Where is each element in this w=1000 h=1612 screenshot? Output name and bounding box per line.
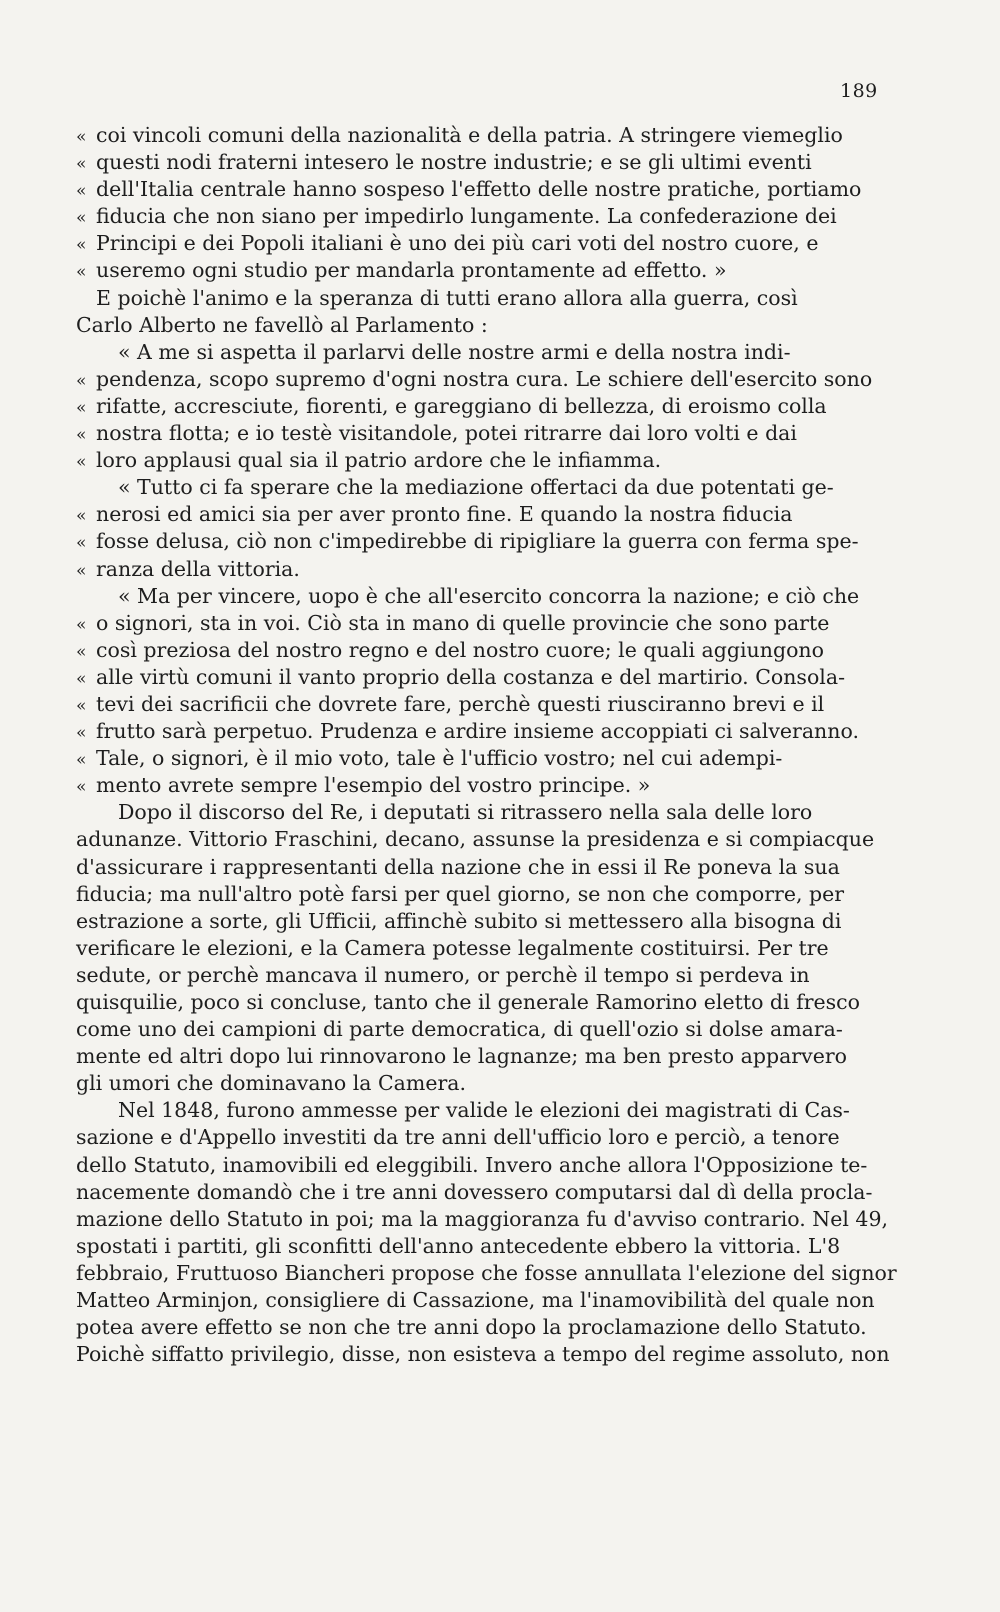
quote-mark: « <box>76 641 87 662</box>
line-text: Matteo Arminjon, consigliere di Cassazione, ma l'inamovibilità del quale non <box>76 1288 875 1313</box>
quote-mark: « <box>76 506 87 527</box>
line-text: d'assicurare i rappresentanti della nazione che in essi il Re poneva la sua <box>76 854 840 879</box>
line-text: tevi dei sacrificii che dovrete fare, perchè questi riusciranno brevi e il <box>96 691 825 716</box>
line-text: o signori, sta in voi. Ciò sta in mano di quelle provincie che sono parte <box>96 610 830 635</box>
line-text: sazione e d'Appello investiti da tre anni dell'ufficio loro e perciò, a tenore <box>76 1125 840 1150</box>
line-text: pendenza, scopo supremo d'ogni nostra cura. Le schiere dell'esercito sono <box>96 366 873 391</box>
quote-mark: « <box>76 370 87 391</box>
quote-mark: « <box>76 750 87 771</box>
text-line <box>76 366 897 393</box>
quote-mark: « <box>76 235 87 256</box>
text-line <box>76 528 897 555</box>
text-line <box>76 501 897 528</box>
text-line <box>76 474 897 501</box>
text-line <box>76 1341 897 1368</box>
text-line <box>76 1043 897 1070</box>
line-text: fiducia che non siano per impedirlo lungamente. La confederazione dei <box>96 204 837 229</box>
line-text: sedute, or perchè mancava il numero, or perchè il tempo si perdeva in <box>76 962 810 987</box>
text-line <box>76 610 897 637</box>
text-line <box>76 1206 897 1233</box>
text-line <box>76 176 897 203</box>
line-text: fosse delusa, ciò non c'impedirebbe di ripigliare la guerra con ferma spe- <box>96 529 859 554</box>
text-line <box>76 257 897 284</box>
line-text: potea avere effetto se non che tre anni dopo la proclamazione dello Statuto. <box>76 1315 867 1340</box>
line-text: Tale, o signori, è il mio voto, tale è l'ufficio vostro; nel cui adempi- <box>96 746 783 771</box>
line-text: mente ed altri dopo lui rinnovarono le lagnanze; ma ben presto apparvero <box>76 1044 847 1069</box>
text-line <box>76 230 897 257</box>
text-line <box>76 203 897 230</box>
quote-mark: « <box>76 452 87 473</box>
quote-mark: « <box>76 262 87 283</box>
text-line <box>76 799 897 826</box>
quote-mark: « <box>76 777 87 798</box>
line-text: coi vincoli comuni della nazionalità e della patria. A stringere viemeglio <box>96 123 843 147</box>
line-text: Principi e dei Popoli italiani è uno dei più cari voti del nostro cuore, e <box>96 231 819 256</box>
quote-mark: « <box>76 208 87 229</box>
text-line <box>76 854 897 881</box>
text-line <box>76 908 897 935</box>
line-text: « Tutto ci fa sperare che la mediazione offertaci da due potentati ge- <box>118 475 834 500</box>
quote-mark: « <box>76 154 87 175</box>
line-text: nostra flotta; e io testè visitandole, potei ritrarre dai loro volti e dai <box>96 421 797 446</box>
line-text: mento avrete sempre l'esempio del vostro principe. » <box>96 773 651 798</box>
line-text: adunanze. Vittorio Fraschini, decano, assunse la presidenza e si compiacque <box>76 827 875 852</box>
text-line <box>76 1287 897 1314</box>
line-text: Dopo il discorso del Re, i deputati si ritrassero nella sala delle loro <box>118 800 813 825</box>
line-text: ranza della vittoria. <box>96 556 300 581</box>
text-line <box>76 989 897 1016</box>
text-line <box>76 1124 897 1151</box>
quote-mark: « <box>76 668 87 689</box>
line-text: nerosi ed amici sia per aver pronto fine. E quando la nostra fiducia <box>96 502 793 527</box>
text-line <box>76 664 897 691</box>
text-line <box>76 1152 897 1179</box>
line-text: dello Statuto, inamovibili ed eleggibili. Invero anche allora l'Opposizione te- <box>76 1152 868 1177</box>
line-text: rifatte, accresciute, fiorenti, e gareggiano di bellezza, di eroismo colla <box>96 393 827 418</box>
line-text: come uno dei campioni di parte democratica, di quell'ozio si dolse amara- <box>76 1017 843 1042</box>
line-text: loro applausi qual sia il patrio ardore che le infiamma. <box>96 448 662 473</box>
quote-mark: « <box>76 695 87 716</box>
text-line <box>76 1233 897 1260</box>
text-line <box>76 556 897 583</box>
text-line <box>76 447 897 474</box>
text-line <box>76 935 897 962</box>
text-line <box>76 1179 897 1206</box>
quote-mark: « <box>76 614 87 635</box>
text-line <box>76 420 897 447</box>
quote-mark: « <box>76 533 87 554</box>
line-text: Nel 1848, furono ammesse per valide le elezioni dei magistrati di Cas- <box>118 1098 850 1123</box>
line-text: alle virtù comuni il vanto proprio della costanza e del martirio. Consola- <box>96 664 846 689</box>
text-line <box>76 1070 897 1097</box>
line-text: quisquilie, poco si concluse, tanto che il generale Ramorino eletto di fresco <box>76 990 860 1014</box>
line-text: estrazione a sorte, gli Ufficii, affinchè subito si mettessero alla bisogna di <box>76 908 842 933</box>
text-line <box>76 1260 897 1287</box>
text-line <box>76 772 897 799</box>
quote-mark: « <box>76 181 87 202</box>
text-line <box>76 745 897 772</box>
text-line <box>76 1016 897 1043</box>
line-text: useremo ogni studio per mandarla prontamente ad effetto. » <box>96 258 727 283</box>
line-text: così preziosa del nostro regno e del nostro cuore; le quali aggiungono <box>96 637 824 662</box>
quote-mark: « <box>76 723 87 744</box>
text-line <box>76 393 897 420</box>
line-text: questi nodi fraterni intesero le nostre industrie; e se gli ultimi eventi <box>96 150 812 175</box>
quote-mark: « <box>76 425 87 446</box>
text-line <box>76 122 897 149</box>
line-text: gli umori che dominavano la Camera. <box>76 1071 467 1096</box>
line-text: fiducia; ma null'altro potè farsi per quel giorno, se non che comporre, per <box>76 881 845 906</box>
text-line <box>76 1314 897 1341</box>
text-line <box>76 312 897 339</box>
text-line <box>76 637 897 664</box>
text-line <box>76 285 897 312</box>
line-text: « A me si aspetta il parlarvi delle nostre armi e della nostra indi- <box>118 339 791 364</box>
text-line <box>76 881 897 908</box>
line-text: verificare le elezioni, e la Camera potesse legalmente costituirsi. Per tre <box>76 935 829 960</box>
body-text <box>76 122 897 1368</box>
line-text: febbraio, Fruttuoso Biancheri propose che fosse annullata l'elezione del signor <box>76 1260 897 1285</box>
line-text: nacemente domandò che i tre anni dovessero computarsi dal dì della procla- <box>76 1179 873 1204</box>
text-line <box>76 1097 897 1124</box>
quote-mark: « <box>76 127 87 147</box>
line-text: Carlo Alberto ne favellò al Parlamento : <box>76 312 488 337</box>
line-text: « Ma per vincere, uopo è che all'esercito concorra la nazione; e ciò che <box>118 583 860 608</box>
line-text: mazione dello Statuto in poi; ma la maggioranza fu d'avviso contrario. Nel 49, <box>76 1206 889 1231</box>
quote-mark: « <box>76 397 87 418</box>
text-line <box>76 583 897 610</box>
page-number: 189 <box>840 80 878 102</box>
text-line <box>76 691 897 718</box>
text-line <box>76 149 897 176</box>
text-line <box>76 339 897 366</box>
line-text: frutto sarà perpetuo. Prudenza e ardire insieme accoppiati ci salveranno. <box>96 719 859 744</box>
text-line <box>76 826 897 853</box>
line-text: spostati i partiti, gli sconfitti dell'anno antecedente ebbero la vittoria. L'8 <box>76 1233 841 1258</box>
line-text: E poichè l'animo e la speranza di tutti erano allora alla guerra, così <box>96 285 798 310</box>
quote-mark: « <box>76 560 87 581</box>
text-line <box>76 962 897 989</box>
line-text: dell'Italia centrale hanno sospeso l'effetto delle nostre pratiche, portiamo <box>96 177 862 202</box>
text-line <box>76 718 897 745</box>
line-text: Poichè siffatto privilegio, disse, non esisteva a tempo del regime assoluto, non <box>76 1342 890 1367</box>
